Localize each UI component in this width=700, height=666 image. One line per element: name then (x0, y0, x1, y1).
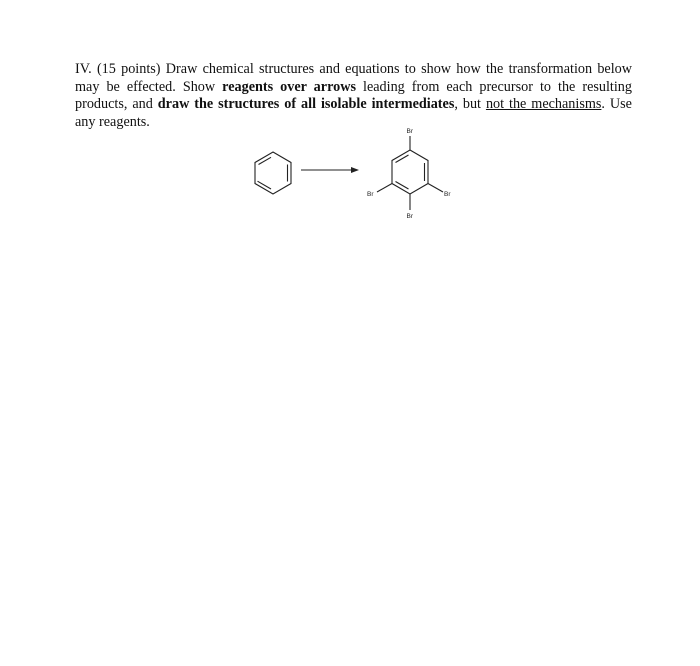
bromine-label-top: Br (406, 128, 413, 135)
question-bold-intermediates: draw the structures of all isolable intermediates (157, 96, 455, 112)
benzene-structure (255, 152, 291, 194)
bromine-label-left: Br (367, 191, 374, 198)
product-structure (377, 136, 443, 210)
question-text-part-2: leading from each precursor to the resulting products, and (75, 78, 632, 112)
reaction-arrow (301, 167, 359, 173)
question-text (75, 61, 632, 131)
question-points: (15 points) (96, 61, 161, 77)
bromine-label-bottom: Br (406, 213, 413, 220)
bromine-label-right: Br (444, 191, 451, 198)
question-text-part-3: , but (454, 96, 481, 112)
question-number: IV. (75, 61, 92, 77)
question-bold-reagents: reagents over arrows (222, 78, 356, 95)
question-underlined-mechanisms: not the mechanisms (485, 96, 602, 112)
question-text-part-1: Draw chemical structures and equations to show how the transformation below may be effected. Show (75, 61, 633, 95)
question-text-part-4: . Use any reagents. (75, 96, 632, 130)
